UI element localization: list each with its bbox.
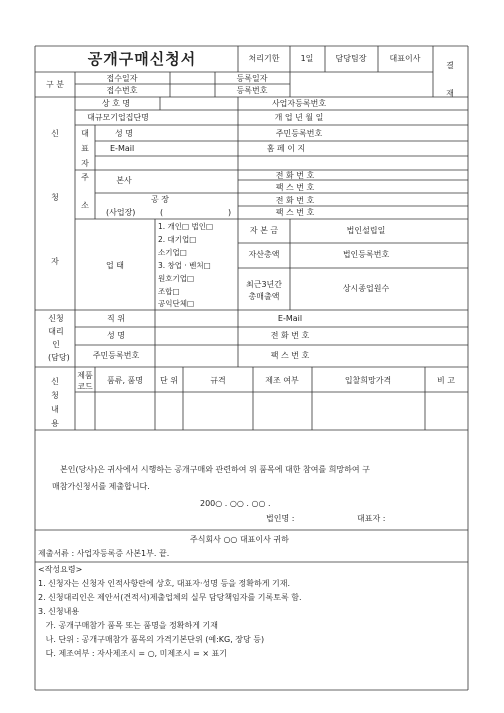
- guide-heading: <작성요령>: [38, 565, 83, 574]
- corp-name-sign: 법인명 :: [266, 514, 295, 523]
- items-section-label: 신 청 내 용: [51, 377, 59, 428]
- factory-paren-close: ): [228, 208, 232, 217]
- recipient-line: 주식회사 ○○ 대표이사 귀하: [190, 535, 289, 544]
- biz-option: 2. 대기업□: [158, 235, 197, 244]
- sales-label: 최근3년간 총매출액: [245, 280, 283, 301]
- business-type-label: 업 태: [106, 261, 124, 270]
- address-section-label: 주 소: [81, 173, 89, 210]
- agent-phone-label: 전 화 번 호: [270, 331, 310, 340]
- required-docs-line: 제출서류 : 사업자등록증 사본1부. 끝.: [38, 549, 170, 558]
- guide-item: 1. 신청자는 신청자 인적사항란에 상호, 대표자·성명 등을 정확하게 기재.: [38, 579, 290, 588]
- guide-item: 가. 공개구매참가 품목 또는 품명을 정확하게 기재: [38, 621, 218, 630]
- factory-sub-label: (사업장): [106, 208, 136, 217]
- incorporation-date-label: 법인설립일: [346, 226, 386, 235]
- founded-date-label: 개 업 년 월 일: [274, 113, 324, 122]
- manufacture-header: 제조 여부: [265, 376, 299, 385]
- receipt-date-label: 접수일자: [106, 74, 138, 83]
- homepage-label: 홈 페 이 지: [266, 144, 306, 153]
- remarks-header: 비 고: [437, 376, 455, 385]
- guide-item: 2. 신청대리인은 제안서(견적서)제출업체의 실무 담당책임자를 기록토록 함.: [38, 593, 302, 602]
- guide-item: 나. 단위 : 공개구매참가 품목의 가격기본단위 (예:KG, 장당 등): [38, 635, 265, 644]
- product-name-header: 품류, 품명: [107, 376, 143, 385]
- rep-resident-no-label: 주민등록번호: [275, 129, 323, 138]
- agent-resident-no-label: 주민등록번호: [92, 351, 140, 360]
- receipt-section-label: 구 분: [46, 80, 64, 89]
- factory-label: 공 장: [151, 195, 169, 204]
- biz-option: 조합□: [158, 287, 180, 296]
- product-code-header: 제품 코드: [77, 371, 93, 391]
- corp-reg-no-label: 법인등록번호: [342, 250, 390, 259]
- factory-fax-label: 팩 스 번 호: [275, 208, 315, 217]
- business-reg-no-label: 사업자등록번호: [271, 99, 327, 108]
- statement-date: 200○ . ○○ . ○○ .: [200, 499, 271, 508]
- biz-option: 소기업□: [158, 248, 187, 257]
- corp-group-label: 대규모기업집단명: [87, 113, 149, 122]
- factory-phone-label: 전 화 번 호: [275, 196, 315, 205]
- agent-email-label: E-Mail: [277, 314, 303, 323]
- guide-item: 다. 제조여부 : 자사제조시 = ○, 미제조시 = × 표기: [38, 649, 228, 658]
- rep-email-label: E-Mail: [110, 144, 135, 153]
- form-title: 공개구매신청서: [87, 50, 197, 68]
- approval-column-label: 결 재: [446, 61, 454, 98]
- registration-date-label: 등록일자: [236, 74, 268, 83]
- unit-header: 단 위: [160, 376, 178, 385]
- agent-fax-label: 팩 스 번 호: [270, 351, 310, 360]
- guide-item: 3. 신청내용: [38, 607, 80, 616]
- representative-section-label: 대 표 자: [81, 129, 89, 168]
- statement-line-2: 매참가신청서를 제출합니다.: [52, 482, 150, 491]
- total-assets-label: 자산총액: [248, 250, 280, 259]
- ceo-sign: 대표자 :: [357, 514, 386, 523]
- capital-label: 자 본 금: [249, 226, 279, 235]
- bid-price-header: 입찰희망가격: [344, 376, 392, 385]
- applicant-section-label: 신 청 자: [51, 129, 59, 266]
- factory-paren-open: (: [160, 208, 164, 217]
- spec-header: 규격: [210, 376, 226, 385]
- agent-section-label: 신청 대리 인 (담당): [48, 314, 70, 362]
- statement-line-1: 본인(당사)은 귀사에서 시행하는 공개구매와 관련하여 위 품목에 대한 참여를 희망하여 구: [60, 465, 370, 474]
- approver-manager: 담당팀장: [335, 54, 367, 63]
- approver-ceo: 대표이사: [389, 54, 421, 63]
- biz-option: 3. 창업 · 벤처□: [158, 261, 211, 270]
- head-office-label: 본사: [116, 176, 132, 185]
- biz-option: 원호기업□: [158, 274, 195, 283]
- agent-position-label: 직 위: [107, 314, 125, 323]
- biz-option: 1. 개인□ 법인□: [158, 222, 214, 231]
- employees-label: 상시종업원수: [342, 284, 390, 293]
- head-office-fax-label: 팩 스 번 호: [275, 183, 315, 192]
- deadline-label: 처리기한: [248, 54, 280, 63]
- company-name-label: 상 호 명: [101, 99, 131, 108]
- deadline-value: 1일: [300, 54, 314, 63]
- biz-option: 공익단체□: [158, 299, 195, 308]
- receipt-number-label: 접수번호: [106, 86, 138, 95]
- rep-name-label: 성 명: [115, 129, 133, 138]
- agent-name-label: 성 명: [107, 331, 125, 340]
- head-office-phone-label: 전 화 번 호: [275, 171, 315, 180]
- registration-number-label: 등록번호: [236, 86, 268, 95]
